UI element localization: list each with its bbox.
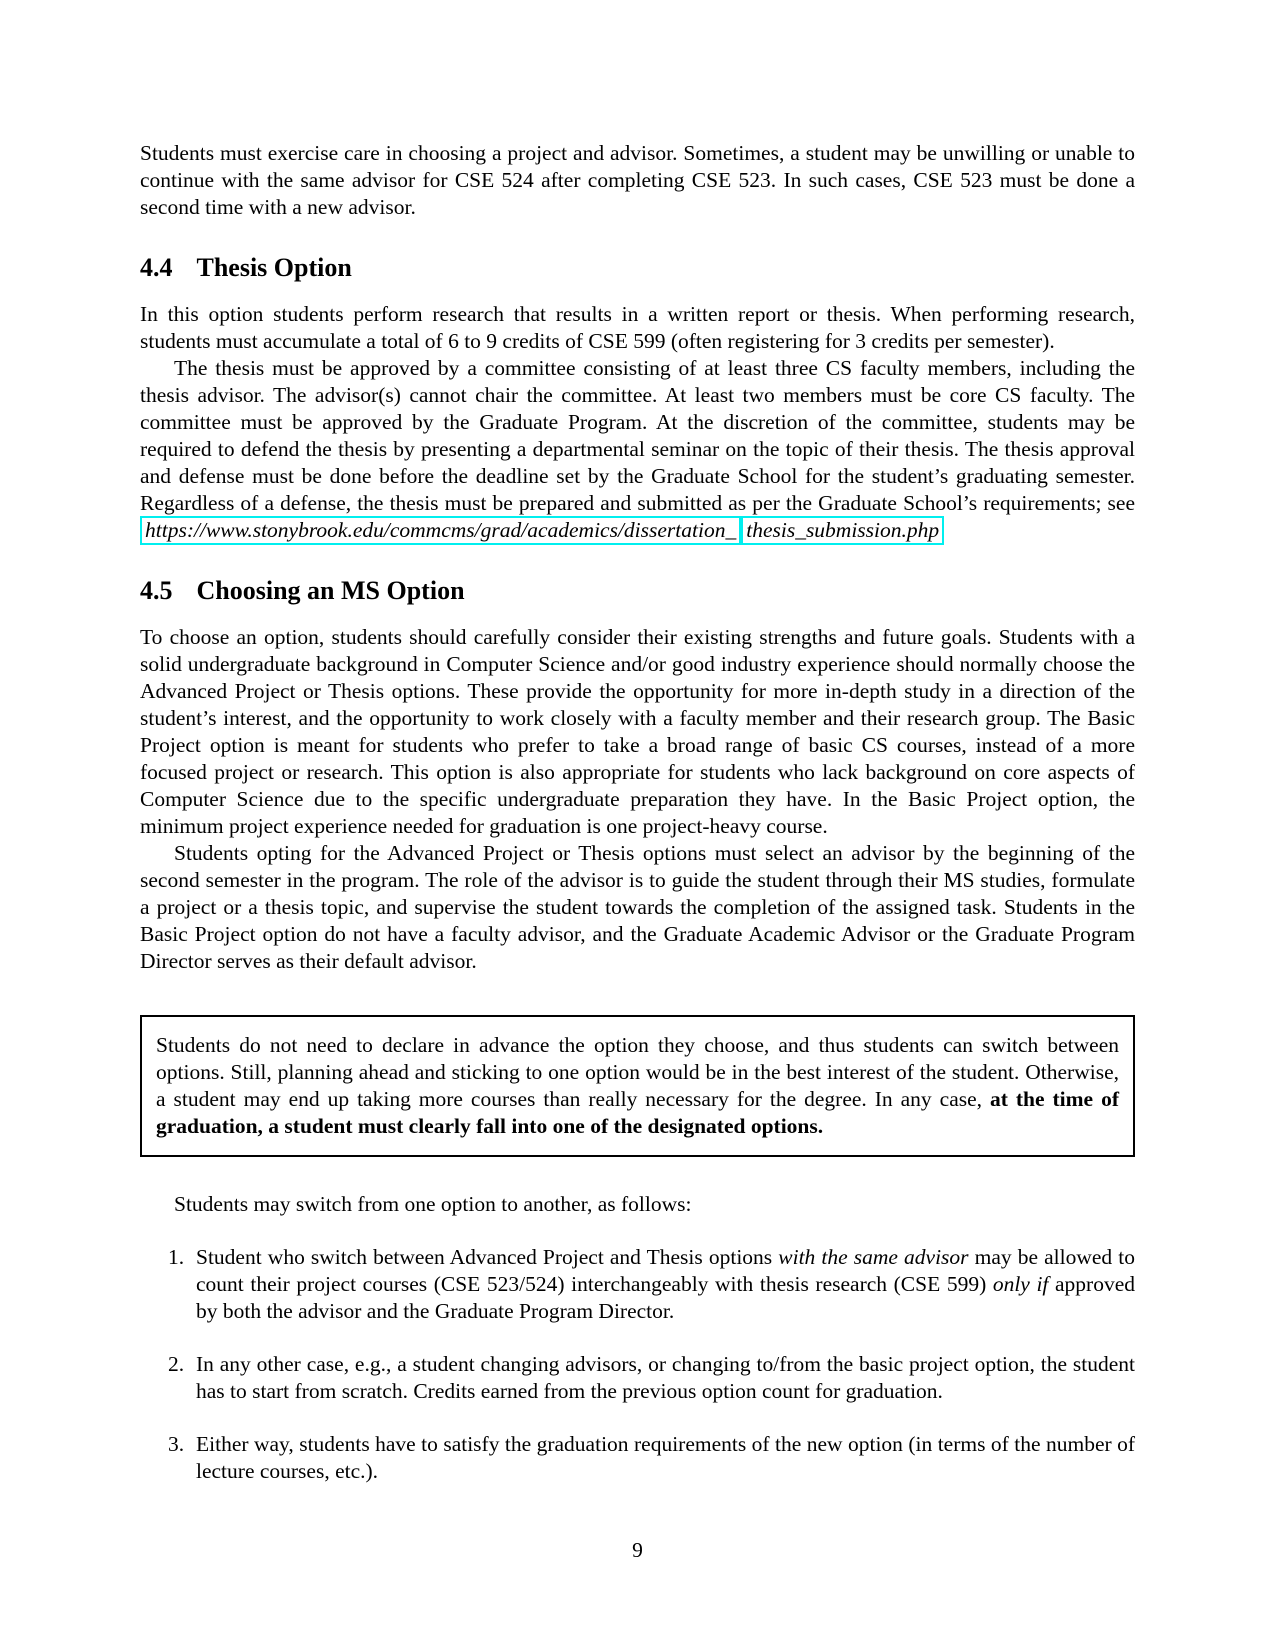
note-text: Students do not need to declare in advance the option they choose, and thus students can switch between options. Still, planning ahead and sticking to one option would be in the best interest of the student. Otherwise, a student may end up taking more courses than really necessary for the degree. In any case,: [156, 1033, 1119, 1111]
list-item-text-segment: approved by both the advisor and the Graduate Program Director.: [196, 1272, 1135, 1323]
thesis-option-paragraph-2: [140, 355, 1135, 544]
page-number: 9: [632, 1538, 643, 1562]
section-title: Choosing an MS Option: [196, 576, 465, 605]
section-number: 4.5: [140, 576, 173, 605]
section-heading-4-4: [140, 253, 1135, 283]
note-bold-text: at the time of graduation, a student must clearly fall into one of the designated options.: [156, 1087, 1119, 1138]
page-footer: [0, 1537, 1275, 1564]
list-item-text: [196, 1245, 1135, 1323]
choosing-option-paragraph-2: Students opting for the Advanced Project or Thesis options must select an advisor by the beginning of the second semester in the program. The role of the advisor is to guide the student through their MS studies, formulate a project or a thesis topic, and supervise the student towards the completion of the assigned task. Students in the Basic Project option do not have a faculty advisor, and the Graduate Academic Advisor or the Graduate Program Director serves as their default advisor.: [140, 841, 1135, 973]
paragraph-text: The thesis must be approved by a committee consisting of at least three CS faculty members, including the thesis advisor. The advisor(s) cannot chair the committee. At least two members must be core CS faculty. The committee must be approved by the Graduate Program. At the discretion of the committee, students may be required to defend the thesis by presenting a departmental seminar on the topic of their thesis. The thesis approval and defense must be done before the deadline set by the Graduate School for the student’s graduating semester. Regardless of a defense, the thesis must be prepared and submitted as per the Graduate School’s requirements; see: [140, 356, 1135, 515]
section-number: 4.4: [140, 253, 173, 282]
list-item-number: 1.: [168, 1245, 185, 1269]
switch-intro: Students may switch from one option to another, as follows:: [174, 1192, 692, 1216]
list-item-text: In any other case, e.g., a student changing advisors, or changing to/from the basic project option, the student has to start from scratch. Credits earned from the previous option count for graduation.: [196, 1352, 1135, 1403]
thesis-option-paragraph-1: In this option students perform research that results in a written report or thesis. When performing research, students must accumulate a total of 6 to 9 credits of CSE 599 (often registering for 3 credits per semester).: [140, 302, 1135, 353]
list-item: [140, 1431, 1135, 1485]
choosing-option-paragraph-1: To choose an option, students should carefully consider their existing strengths and future goals. Students with a solid undergraduate background in Computer Science and/or good industry experience should normally choose the Advanced Project or Thesis options. These provide the opportunity for more in-depth study in a direction of the student’s interest, and the opportunity to work closely with a faculty member and their research group. The Basic Project option is meant for students who prefer to take a broad range of basic CS courses, instead of a more focused project or research. This option is also appropriate for students who lack background on core aspects of Computer Science due to the specific undergraduate preparation they have. In the Basic Project option, the minimum project experience needed for graduation is one project-heavy course.: [140, 625, 1135, 838]
list-item: [140, 1244, 1135, 1325]
intro-paragraph: Students must exercise care in choosing a project and advisor. Sometimes, a student may be unwilling or unable to continue with the same advisor for CSE 524 after completing CSE 523. In such cases, CSE 523 must be done a second time with a new advisor.: [140, 141, 1135, 219]
list-item-text-segment: may be allowed to count their project courses (CSE 523/524) interchangeably with thesis research (CSE 599): [196, 1245, 1135, 1296]
list-item-number: 2.: [168, 1352, 185, 1376]
list-item-text-segment: Student who switch between Advanced Project and Thesis options: [196, 1245, 779, 1269]
section-title: Thesis Option: [196, 253, 352, 282]
section-heading-4-5: [140, 576, 1135, 606]
dissertation-submission-link-line2[interactable]: thesis_submission.php: [741, 516, 944, 545]
list-item: [140, 1351, 1135, 1405]
list-item-number: 3.: [168, 1432, 185, 1456]
note-box: [140, 1015, 1135, 1157]
list-item-text: Either way, students have to satisfy the graduation requirements of the new option (in terms of the number of lecture courses, etc.).: [196, 1432, 1135, 1483]
dissertation-submission-link-line1[interactable]: https://www.stonybrook.edu/commcms/grad/academics/dissertation_: [140, 516, 741, 545]
switch-list: [140, 1244, 1135, 1485]
list-item-italic-segment: with the same advisor: [778, 1245, 969, 1269]
list-item-italic-segment: only if: [992, 1272, 1049, 1296]
